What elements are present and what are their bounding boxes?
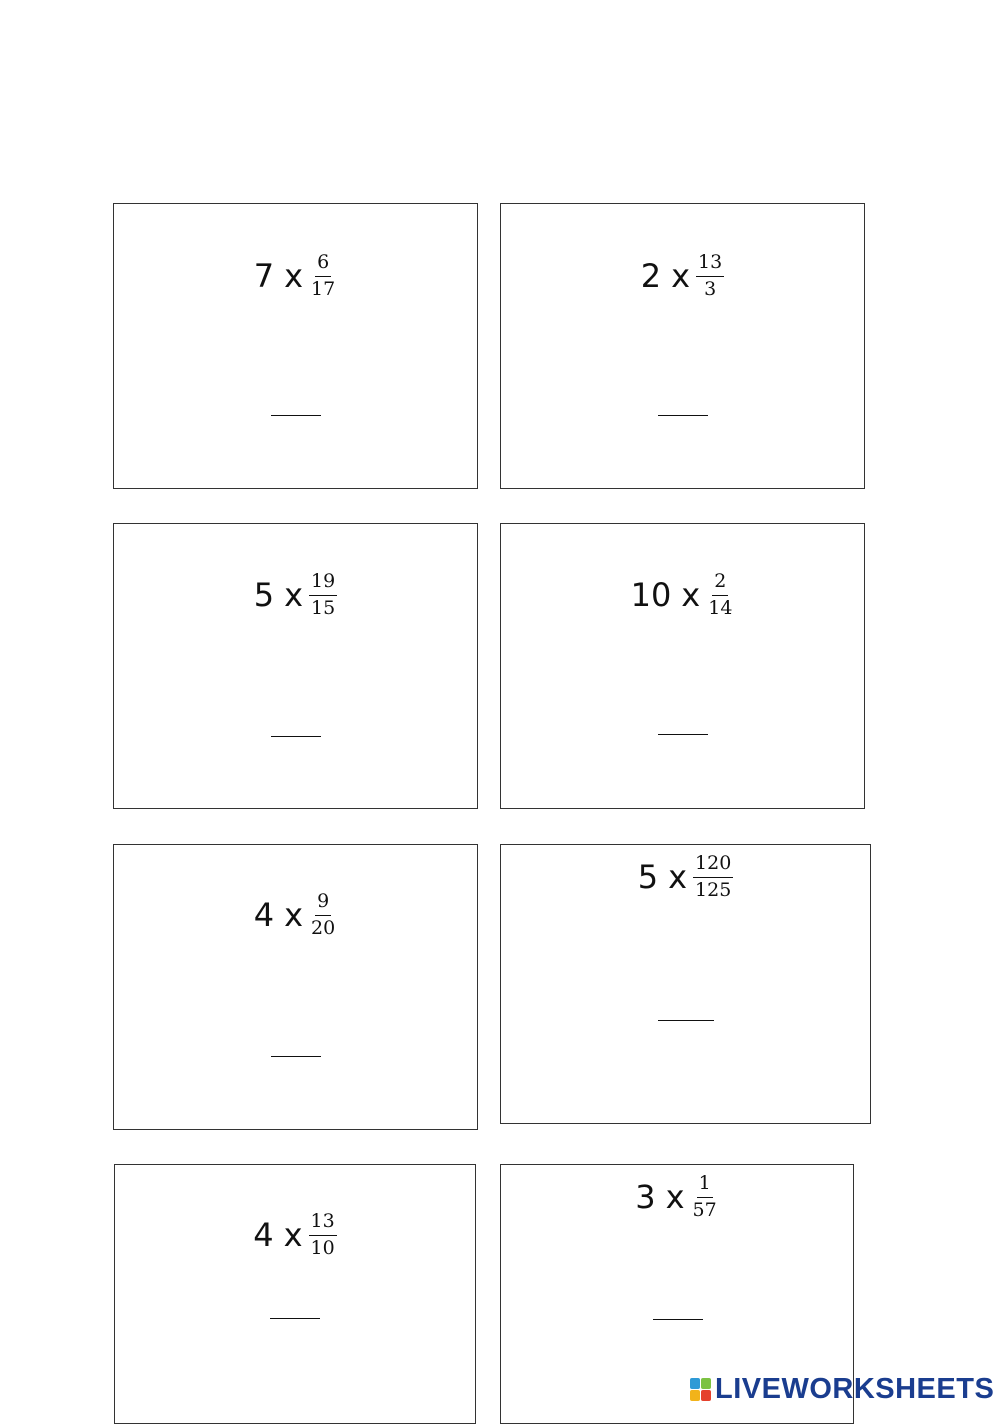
numerator: 6 (315, 252, 331, 277)
fraction (693, 853, 733, 902)
denominator: 14 (708, 596, 733, 619)
whole-number: 10 (630, 576, 672, 615)
fraction (309, 571, 337, 620)
denominator: 57 (692, 1198, 717, 1221)
denominator: 15 (311, 596, 336, 619)
fraction (309, 252, 337, 301)
fraction (696, 252, 724, 301)
whole-number: 3 (635, 1178, 656, 1217)
denominator: 20 (311, 916, 336, 939)
answer-blank[interactable] (653, 1319, 703, 1320)
logo-text: LIVEWORKSHEETS (715, 1373, 995, 1405)
whole-number: 5 (637, 858, 659, 897)
numerator: 13 (309, 1211, 337, 1236)
exercise-card (114, 1164, 476, 1424)
whole-number: 7 (253, 257, 275, 296)
answer-blank[interactable] (271, 1056, 321, 1057)
liveworksheets-logo (690, 1373, 994, 1406)
denominator: 125 (695, 878, 732, 901)
logo-square (701, 1390, 711, 1401)
times-sign: x (681, 576, 701, 615)
numerator: 120 (693, 853, 733, 878)
whole-number: 4 (253, 1216, 274, 1255)
logo-mark-icon (690, 1378, 712, 1402)
fraction (691, 1173, 719, 1222)
numerator: 2 (712, 571, 728, 596)
exercise-card (500, 203, 865, 489)
numerator: 13 (696, 252, 724, 277)
exercise-card (113, 203, 478, 489)
fraction (309, 891, 337, 940)
multiplication-expression (114, 891, 477, 940)
answer-blank[interactable] (270, 1318, 320, 1319)
times-sign: x (665, 1178, 685, 1217)
whole-number: 5 (253, 576, 275, 615)
exercise-card (113, 844, 478, 1130)
times-sign: x (283, 1216, 303, 1255)
logo-square (701, 1378, 711, 1389)
denominator: 3 (704, 277, 717, 300)
fraction (309, 1211, 337, 1260)
numerator: 1 (697, 1173, 713, 1198)
multiplication-expression (501, 853, 870, 902)
times-sign: x (284, 896, 304, 935)
times-sign: x (284, 576, 304, 615)
logo-square (690, 1390, 700, 1401)
answer-blank[interactable] (658, 734, 708, 735)
answer-blank[interactable] (271, 736, 321, 737)
answer-blank[interactable] (271, 415, 321, 416)
whole-number: 4 (253, 896, 275, 935)
numerator: 9 (315, 891, 331, 916)
multiplication-expression (114, 571, 477, 620)
logo-square (690, 1378, 700, 1389)
times-sign: x (668, 858, 688, 897)
multiplication-expression (115, 1211, 475, 1260)
whole-number: 2 (640, 257, 662, 296)
exercise-card (500, 844, 871, 1124)
times-sign: x (671, 257, 691, 296)
exercise-card (500, 523, 865, 809)
multiplication-expression (501, 252, 864, 301)
answer-blank[interactable] (658, 1020, 714, 1021)
denominator: 17 (311, 277, 336, 300)
denominator: 10 (310, 1236, 335, 1259)
answer-blank[interactable] (658, 415, 708, 416)
times-sign: x (284, 257, 304, 296)
multiplication-expression (501, 571, 864, 620)
exercise-card (113, 523, 478, 809)
multiplication-expression (114, 252, 477, 301)
numerator: 19 (309, 571, 337, 596)
multiplication-expression (501, 1173, 853, 1222)
fraction (706, 571, 734, 620)
